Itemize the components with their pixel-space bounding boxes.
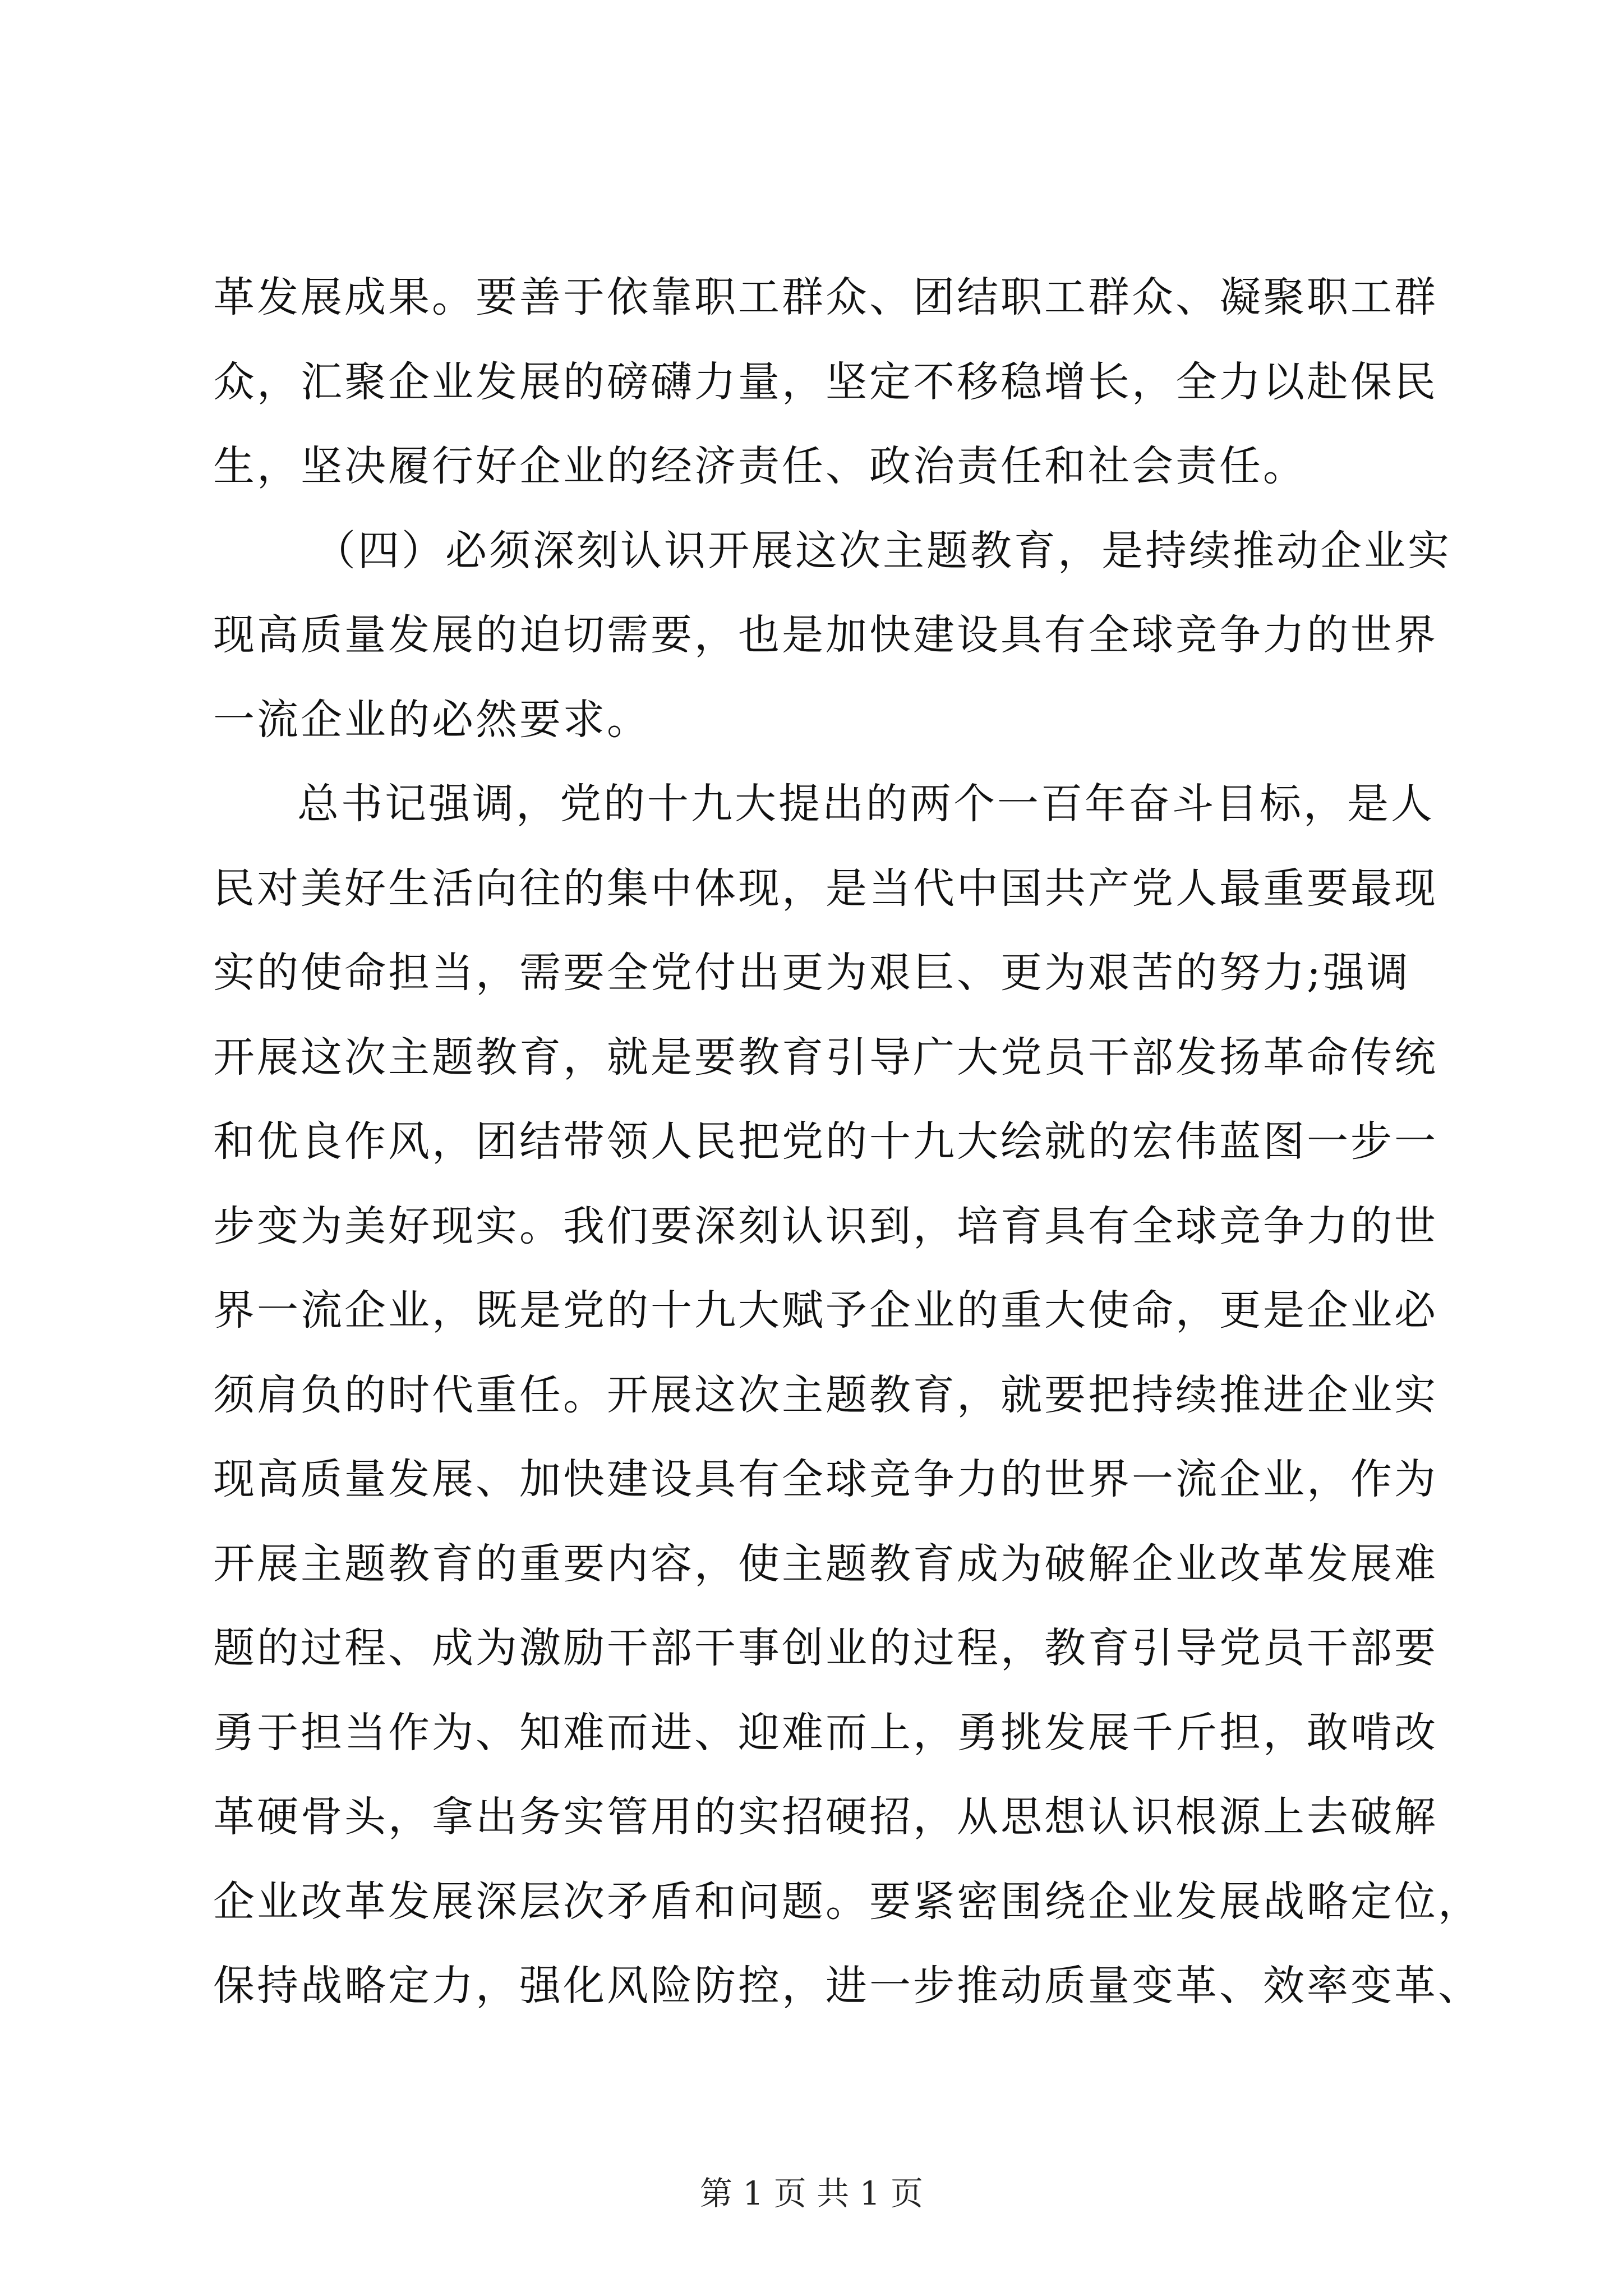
- text-line: 勇于担当作为、知难而进、迎难而上，勇挑发展千斤担，敢啃改: [213, 1709, 1438, 1757]
- text-line: 实的使命担当，需要全党付出更为艰巨、更为艰苦的努力;强调: [213, 949, 1410, 997]
- text-line: 众，汇聚企业发展的磅礴力量，坚定不移稳增长，全力以赴保民: [213, 358, 1438, 406]
- text-line: 革硬骨头，拿出务实管用的实招硬招，从思想认识根源上去破解: [213, 1793, 1438, 1841]
- text-line: 开展这次主题教育，就是要教育引导广大党员干部发扬革命传统: [213, 1033, 1438, 1082]
- text-line: 界一流企业，既是党的十九大赋予企业的重大使命，更是企业必: [213, 1286, 1438, 1335]
- text-line: 开展主题教育的重要内容，使主题教育成为破解企业改革发展难: [213, 1540, 1438, 1588]
- text-line: 步变为美好现实。我们要深刻认识到，培育具有全球竞争力的世: [213, 1202, 1438, 1250]
- text-line: 民对美好生活向往的集中体现，是当代中国共产党人最重要最现: [213, 864, 1438, 913]
- text-line: 现高质量发展、加快建设具有全球竞争力的世界一流企业，作为: [213, 1455, 1438, 1503]
- page-footer: 第 1 页 共 1 页: [700, 2174, 923, 2212]
- section-heading-line: 现高质量发展的迫切需要，也是加快建设具有全球竞争力的世界: [213, 611, 1438, 659]
- text-line: 题的过程、成为激励干部干事创业的过程，教育引导党员干部要: [213, 1624, 1438, 1672]
- section-heading-line: （四）必须深刻认识开展这次主题教育，是持续推动企业实: [314, 527, 1451, 575]
- text-line: 企业改革发展深层次矛盾和问题。要紧密围绕企业发展战略定位，: [213, 1878, 1482, 1926]
- text-line: 须肩负的时代重任。开展这次主题教育，就要把持续推进企业实: [213, 1371, 1438, 1419]
- text-line: 和优良作风，团结带领人民把党的十九大绘就的宏伟蓝图一步一: [213, 1117, 1438, 1166]
- text-line: 生，坚决履行好企业的经济责任、政治责任和社会责任。: [213, 442, 1307, 490]
- text-line: 保持战略定力，强化风险防控，进一步推动质量变革、效率变革、: [213, 1962, 1482, 2010]
- section-heading-line: 一流企业的必然要求。: [213, 696, 651, 744]
- text-line: 革发展成果。要善于依靠职工群众、团结职工群众、凝聚职工群: [213, 273, 1438, 321]
- text-line: 总书记强调，党的十九大提出的两个一百年奋斗目标，是人: [297, 780, 1435, 828]
